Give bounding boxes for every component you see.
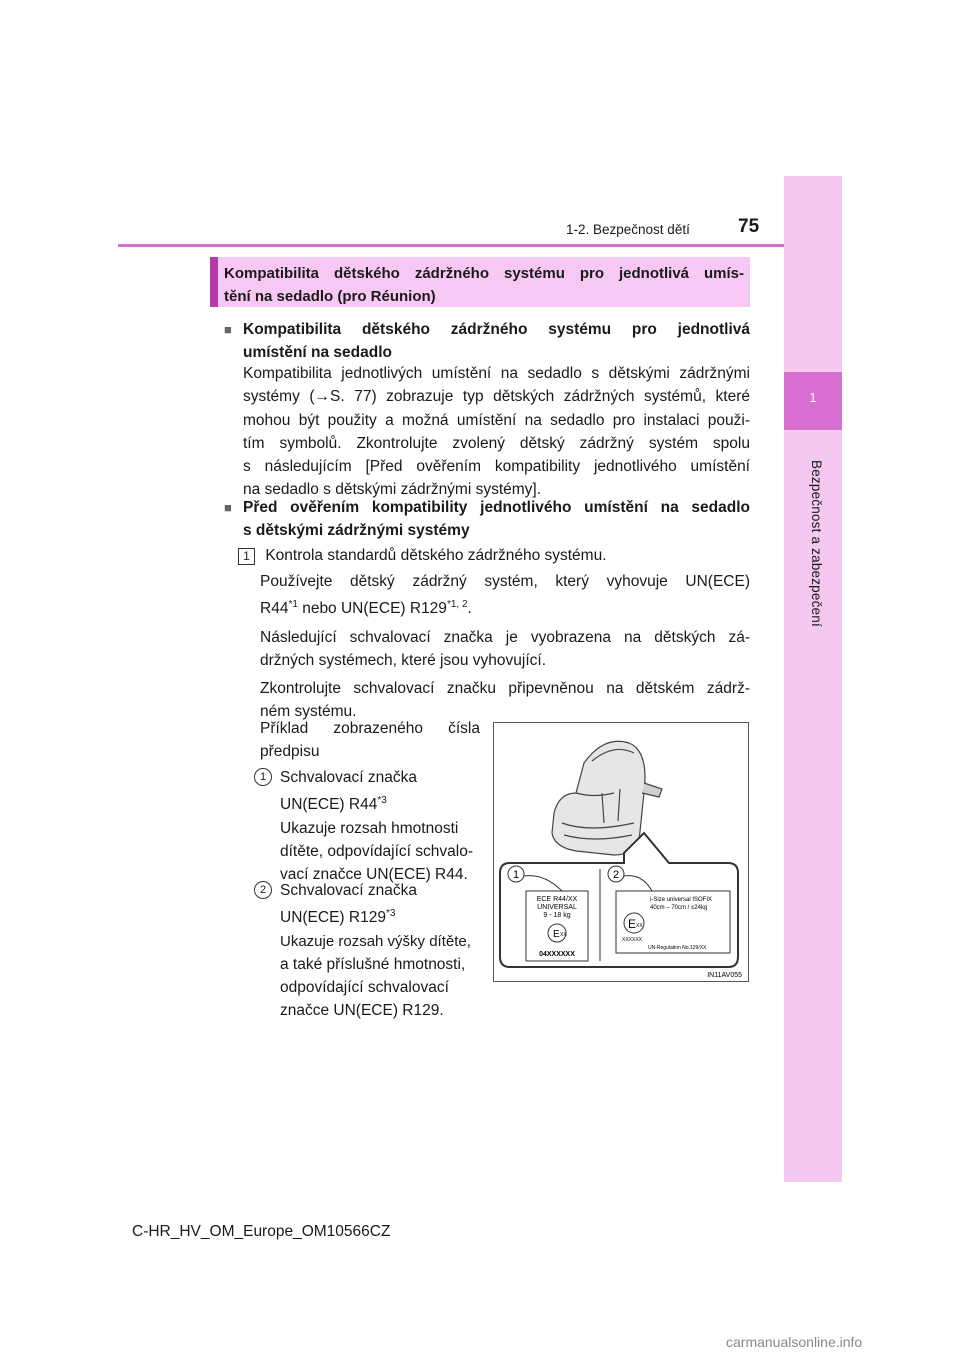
step-1-p3-line1: Zkontrolujte schvalovací značku připevněnou na dětském zádrž- xyxy=(260,680,750,698)
figure-label-2: 2 xyxy=(612,869,620,881)
topic-title xyxy=(224,262,744,308)
circled-number: 1 xyxy=(254,768,272,786)
r129-label-line2: 40cm – 70cm / ≤24kg xyxy=(650,905,708,911)
step-number-box: 1 xyxy=(238,548,255,565)
para-line: tím symbolů. Zkontrolujte zvolený dětský zádržný systém spolu xyxy=(243,434,750,452)
para-line: na sedadlo s dětskými zádržnými systémy]. xyxy=(243,481,542,499)
section-heading-2 xyxy=(224,496,750,543)
r44-approval-code: 04XXXXXX xyxy=(539,951,575,958)
footnote-ref: *3 xyxy=(385,908,396,920)
footnote-ref: *3 xyxy=(377,795,387,807)
section-heading-1-line2: umístění na sedadlo xyxy=(243,344,393,362)
topic-title-line2: tění na sedadlo (pro Réunion) xyxy=(224,288,436,305)
e-mark: E xyxy=(553,929,560,940)
r129-approval-code: XXXXXX xyxy=(622,937,643,943)
item-2: Schvalovací značka UN(ECE) R129$^{*3}$ Ukazuje rozsah výšky dítěte, a také příslušné hmotnosti, odpovídající schvalovací značce UN(ECE) R129. xyxy=(280,882,471,1020)
circled-number: 2 xyxy=(254,881,272,899)
step-1-p2-line1: Následující schvalovací značka je vyobrazena na dětských zá- xyxy=(260,628,750,646)
para-line: s následujícím [Před ověřením kompatibility jednotlivého umístění xyxy=(243,458,750,476)
step-1-title: Kontrola standardů dětského zádržného systému. xyxy=(265,547,607,564)
item-2-marker xyxy=(254,880,272,899)
example-caption: Příklad zobrazeného čísla předpisu xyxy=(260,720,480,761)
approval-label-figure xyxy=(493,722,749,982)
r129-label-line1: i-Size universal ISOFIX xyxy=(650,897,713,903)
section-heading-2-line1: Před ověřením kompatibility jednotlivého umístění na sedadlo xyxy=(243,499,750,516)
header-rule xyxy=(118,244,784,247)
r44-label-line3: 9 - 18 kg xyxy=(543,912,571,919)
section-1-paragraph xyxy=(243,362,750,502)
footnote-ref: *1 xyxy=(288,599,298,611)
square-bullet-icon: ■ xyxy=(224,500,232,515)
section-heading-2-line2: s dětskými zádržnými systémy xyxy=(243,522,470,540)
para-line: systémy (→S. 77) zobrazuje typ dětských zádržných systémů, které xyxy=(243,388,750,406)
e-mark-sub: XX xyxy=(560,932,567,938)
page-number: 75 xyxy=(738,216,760,237)
section-title: 1-2. Bezpečnost dětí xyxy=(566,222,690,237)
para-line: Kompatibilita jednotlivých umístění na sedadlo s dětskými zádržnými xyxy=(243,365,750,382)
step-1-p3-line2: ném systému. xyxy=(260,703,357,721)
step-1-p1-line1: Používejte dětský zádržný systém, který vyhovuje UN(ECE) xyxy=(260,573,750,590)
document-footer-code: C-HR_HV_OM_Europe_OM10566CZ xyxy=(132,1223,391,1240)
r129-regulation: UN-Regulation No.129/XX xyxy=(648,945,707,951)
figure-label-1: 1 xyxy=(512,869,520,881)
chapter-side-tab xyxy=(784,176,842,1182)
square-bullet-icon: ■ xyxy=(224,322,232,337)
item-1: Schvalovací značka UN(ECE) R44$^{*3}$ Ukazuje rozsah hmotnosti dítěte, odpovídající schvalo- vací značce UN(ECE) R44. xyxy=(280,769,474,884)
item-1-marker xyxy=(254,767,272,786)
e-mark: E xyxy=(628,917,637,931)
topic-title-line1: Kompatibilita dětského zádržného systému pro jednotlivá umís- xyxy=(224,265,744,282)
r44-label-line1: ECE R44/XX xyxy=(536,896,578,903)
section-heading-1 xyxy=(224,318,750,365)
step-1-p2-line2: držných systémech, které jsou vyhovující. xyxy=(260,651,547,669)
step-1 xyxy=(238,544,750,567)
r44-label-line2: UNIVERSAL xyxy=(537,904,577,911)
child-seat-illustration xyxy=(494,723,748,981)
e-mark-sub: XX xyxy=(636,923,643,929)
watermark: carmanualsonline.info xyxy=(726,1334,863,1350)
step-1-body xyxy=(260,570,750,724)
para-line: mohou být použity a možná umístění na sedadlo pro instalaci použi- xyxy=(243,411,750,429)
step-1-p1-line2: R44$^{*1}$ nebo UN(ECE) R129$^{*1, 2}$. xyxy=(260,599,472,618)
chapter-number: 1 xyxy=(809,390,817,405)
chapter-label: Bezpečnost a zabezpečení xyxy=(809,460,824,627)
footnote-ref: *1, 2 xyxy=(446,599,468,611)
figure-code: IN11AV055 xyxy=(707,972,742,979)
section-heading-1-line1: Kompatibilita dětského zádržného systému pro jednotlivá xyxy=(243,321,750,338)
